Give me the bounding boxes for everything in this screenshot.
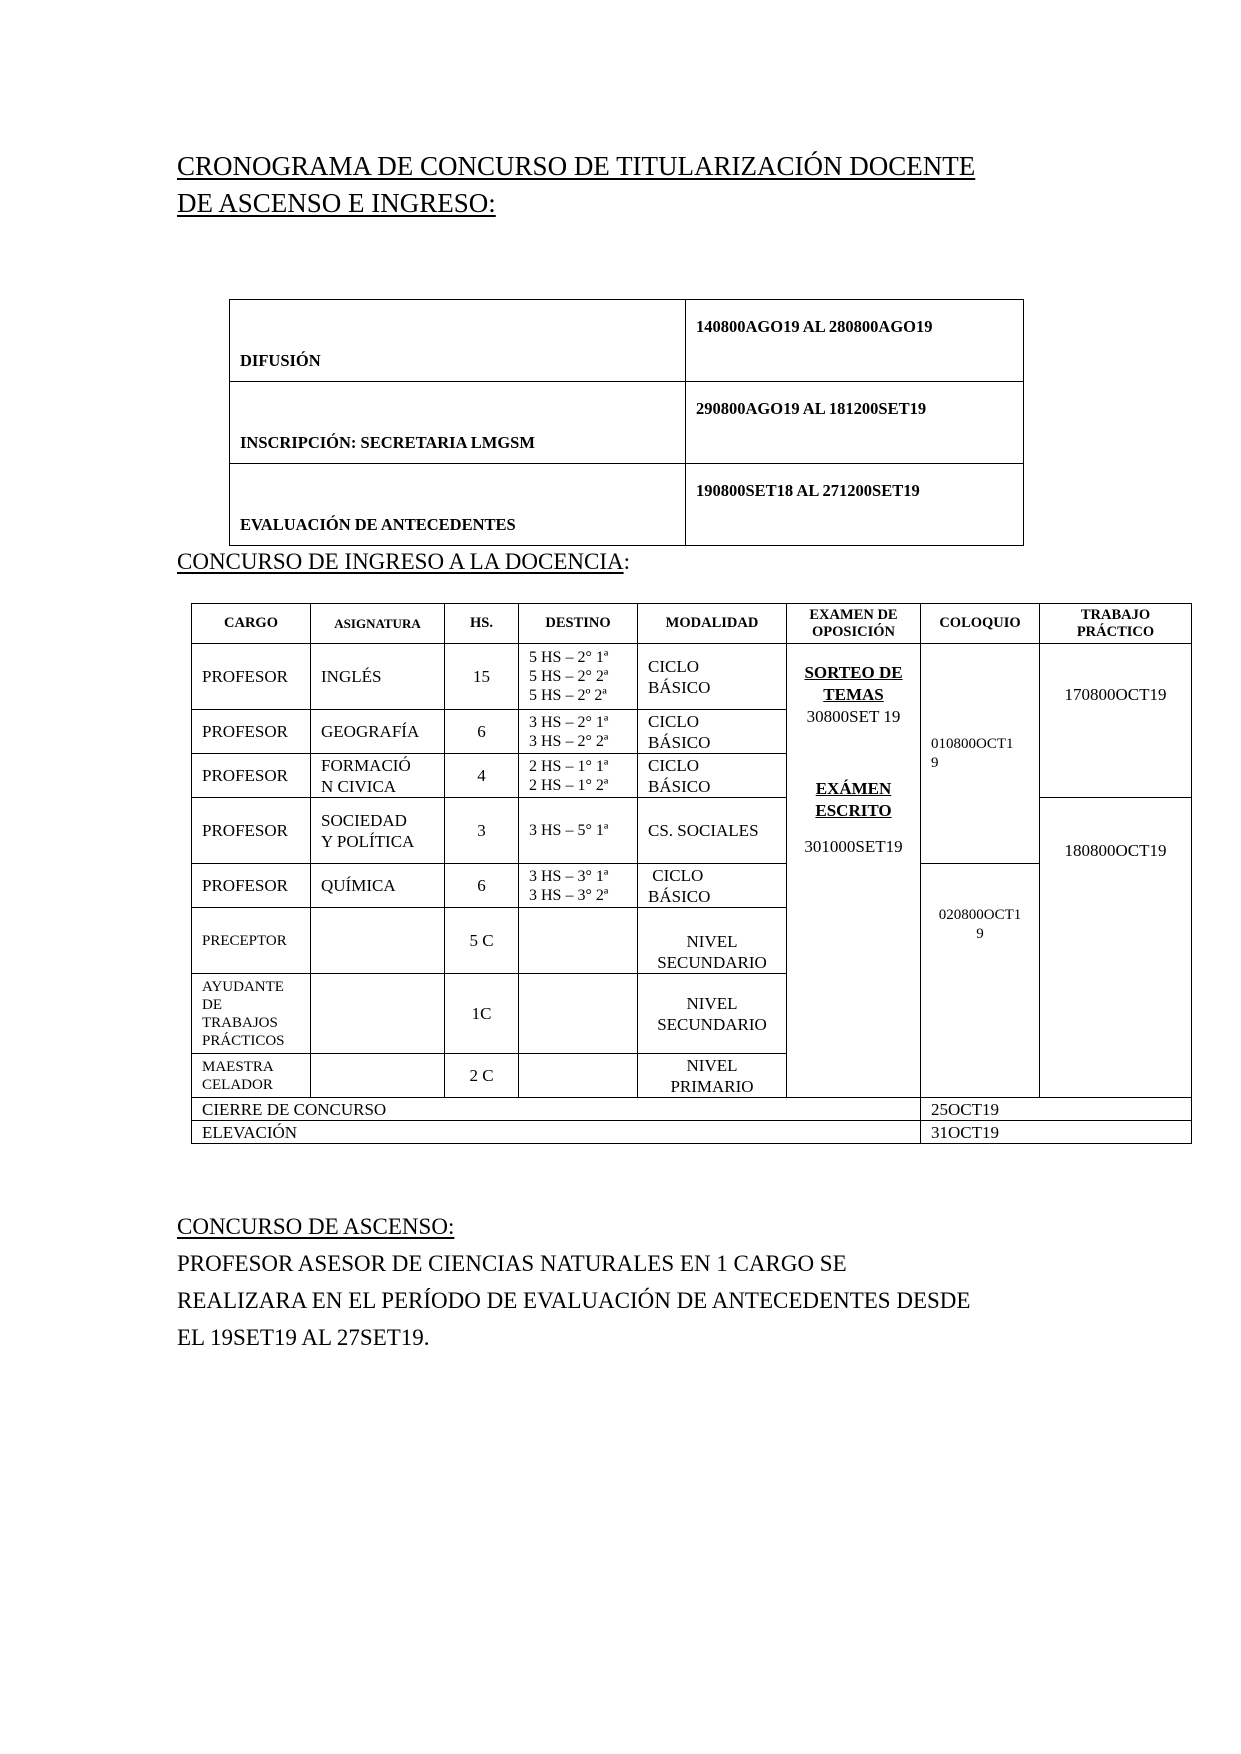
- cell-cargo: PROFESOR: [192, 864, 311, 908]
- title-line-2: DE ASCENSO E INGRESO:: [177, 188, 496, 218]
- schedule-dates: 290800AGO19 AL 181200SET19: [686, 382, 1024, 464]
- cell-destino: [519, 864, 638, 908]
- elevacion-label: ELEVACIÓN: [192, 1121, 921, 1144]
- asignatura-line: FORMACIÓ: [321, 755, 411, 775]
- schedule-label: EVALUACIÓN DE ANTECEDENTES: [230, 464, 686, 546]
- ascenso-line-2: REALIZARA EN EL PERÍODO DE EVALUACIÓN DE ANTECEDENTES DESDE: [177, 1288, 971, 1313]
- ascenso-heading: CONCURSO DE ASCENSO:: [177, 1214, 455, 1239]
- cell-modalidad: [638, 754, 787, 798]
- modalidad-line: NIVEL: [686, 932, 738, 951]
- modalidad-line: PRIMARIO: [670, 1076, 754, 1096]
- modalidad-line: BÁSICO: [648, 886, 711, 906]
- schedule-row: [230, 382, 1024, 464]
- schedule-row: [230, 464, 1024, 546]
- header-trabajo: [1040, 604, 1192, 644]
- cell-asignatura: QUÍMICA: [311, 864, 445, 908]
- header-trabajo-l1: TRABAJO: [1080, 606, 1151, 623]
- header-asignatura: ASIGNATURA: [311, 604, 445, 644]
- cell-hs: 4: [445, 754, 519, 798]
- header-coloquio: COLOQUIO: [921, 604, 1040, 644]
- cell-destino: [519, 644, 638, 710]
- modalidad-line: NIVEL: [686, 993, 738, 1013]
- modalidad-line: CICLO: [648, 711, 699, 731]
- cell-asignatura: [311, 754, 445, 798]
- coloquio-1-l1: 010800OCT1: [931, 735, 1014, 752]
- cell-asignatura: [311, 798, 445, 864]
- cell-destino: [519, 908, 638, 974]
- cell-destino: [519, 710, 638, 754]
- ingreso-table: [191, 603, 1192, 1144]
- cell-destino: [519, 974, 638, 1054]
- header-examen-l2: OPOSICIÓN: [812, 623, 895, 640]
- modalidad-line: SECUNDARIO: [657, 953, 767, 972]
- schedule-label: DIFUSIÓN: [230, 300, 686, 382]
- modalidad-line: CICLO: [648, 865, 704, 885]
- trabajo-2-fecha: 180800OCT19: [1064, 841, 1167, 860]
- schedule-dates: 140800AGO19 AL 280800AGO19: [686, 300, 1024, 382]
- cargo-line: AYUDANTE: [202, 978, 284, 995]
- header-modalidad: MODALIDAD: [638, 604, 787, 644]
- escrito-l1: EXÁMEN: [815, 779, 892, 798]
- cell-hs: 5 C: [445, 908, 519, 974]
- header-examen-l1: EXAMEN DE: [809, 606, 898, 623]
- cell-hs: 6: [445, 864, 519, 908]
- ascenso-line-1: PROFESOR ASESOR DE CIENCIAS NATURALES EN 1 CARGO SE: [177, 1251, 847, 1276]
- header-cargo: CARGO: [192, 604, 311, 644]
- destino-line: 5 HS – 2° 1ª: [529, 649, 609, 666]
- asignatura-line: SOCIEDAD: [321, 810, 407, 830]
- header-hs: HS.: [445, 604, 519, 644]
- cierre-label: CIERRE DE CONCURSO: [192, 1098, 921, 1121]
- cell-hs: 6: [445, 710, 519, 754]
- ingreso-heading: [177, 549, 630, 575]
- asignatura-line: N CIVICA: [321, 776, 397, 796]
- coloquio-2-l2: 9: [976, 926, 984, 942]
- cargo-line: DE: [202, 996, 222, 1013]
- destino-line: 3 HS – 2° 2ª: [529, 732, 609, 750]
- cell-asignatura: GEOGRAFÍA: [311, 710, 445, 754]
- table-row: [192, 644, 1192, 710]
- cell-destino: [519, 754, 638, 798]
- cell-modalidad: [638, 908, 787, 974]
- ascenso-line-3: EL 19SET19 AL 27SET19.: [177, 1325, 430, 1350]
- sorteo-l2: TEMAS: [823, 685, 884, 704]
- cell-hs: 3: [445, 798, 519, 864]
- cell-cargo: PRECEPTOR: [192, 908, 311, 974]
- sorteo-fecha: 30800SET 19: [806, 707, 901, 726]
- cargo-line: TRABAJOS: [202, 1014, 278, 1031]
- cell-cargo: PROFESOR: [192, 644, 311, 710]
- destino-line: 2 HS – 1° 2ª: [529, 776, 609, 794]
- cargo-line: PRÁCTICOS: [202, 1032, 285, 1049]
- cell-coloquio-1: [921, 644, 1040, 864]
- cell-asignatura: [311, 908, 445, 974]
- schedule-dates: 190800SET18 AL 271200SET19: [686, 464, 1024, 546]
- header-destino: DESTINO: [519, 604, 638, 644]
- asignatura-line: Y POLÍTICA: [321, 831, 415, 851]
- cell-hs: 2 C: [445, 1054, 519, 1098]
- destino-line: 5 HS – 2º 2ª: [529, 687, 607, 704]
- escrito-fecha: 301000SET19: [804, 837, 903, 856]
- coloquio-2-l1: 020800OCT1: [938, 907, 1022, 923]
- elevacion-row: [192, 1121, 1192, 1144]
- cargo-line: CELADOR: [202, 1076, 273, 1093]
- schedule-label: INSCRIPCIÓN: SECRETARIA LMGSM: [230, 382, 686, 464]
- modalidad-line: NIVEL: [686, 1055, 738, 1075]
- modalidad-line: BÁSICO: [648, 677, 711, 697]
- cell-modalidad: [638, 864, 787, 908]
- cell-asignatura: INGLÉS: [311, 644, 445, 710]
- cell-cargo: PROFESOR: [192, 710, 311, 754]
- cell-trabajo-1: 170800OCT19: [1040, 644, 1192, 798]
- sorteo-l1: SORTEO DE: [804, 663, 903, 682]
- cell-cargo: [192, 974, 311, 1054]
- header-row: [192, 604, 1192, 644]
- cell-cargo: [192, 1054, 311, 1098]
- cierre-row: [192, 1098, 1192, 1121]
- destino-line: 3 HS – 3° 2ª: [529, 886, 609, 904]
- cell-destino: 3 HS – 5° 1ª: [519, 798, 638, 864]
- schedule-row: [230, 300, 1024, 382]
- modalidad-line: CICLO: [648, 656, 699, 676]
- ascenso-section: [177, 1208, 970, 1356]
- cell-modalidad: [638, 1054, 787, 1098]
- destino-line: 2 HS – 1° 1ª: [529, 757, 609, 775]
- modalidad-line: SECUNDARIO: [657, 1014, 767, 1034]
- header-trabajo-l2: PRÁCTICO: [1076, 623, 1155, 640]
- document-title: [177, 148, 975, 222]
- cell-cargo: PROFESOR: [192, 798, 311, 864]
- destino-line: 3 HS – 2° 1ª: [529, 713, 609, 731]
- title-line-1: CRONOGRAMA DE CONCURSO DE TITULARIZACIÓN DOCENTE: [177, 151, 976, 181]
- cell-examen: [787, 644, 921, 1098]
- table-row: [192, 798, 1192, 864]
- schedule-table: [229, 299, 1024, 546]
- exam-block: [797, 644, 910, 858]
- cell-hs: 15: [445, 644, 519, 710]
- elevacion-date: 31OCT19: [921, 1121, 1192, 1144]
- coloquio-1-l2: 9: [931, 754, 939, 771]
- escrito-l2: ESCRITO: [815, 801, 892, 820]
- modalidad-line: BÁSICO: [648, 732, 711, 752]
- cell-asignatura: [311, 1054, 445, 1098]
- cell-coloquio-2: [921, 864, 1040, 1098]
- cell-trabajo-2: [1040, 798, 1192, 1098]
- ingreso-heading-colon: :: [623, 549, 631, 574]
- cell-cargo: PROFESOR: [192, 754, 311, 798]
- cargo-line: MAESTRA: [202, 1058, 274, 1075]
- cierre-date: 25OCT19: [921, 1098, 1192, 1121]
- cell-modalidad: [638, 644, 787, 710]
- header-examen: [787, 604, 921, 644]
- destino-line: 3 HS – 3° 1ª: [529, 867, 609, 885]
- cell-modalidad: [638, 710, 787, 754]
- cell-hs: 1C: [445, 974, 519, 1054]
- modalidad-line: CICLO: [648, 755, 699, 775]
- cell-modalidad: [638, 974, 787, 1054]
- destino-line: 5 HS – 2° 2ª: [529, 668, 609, 685]
- modalidad-line: BÁSICO: [648, 776, 711, 796]
- cell-modalidad: CS. SOCIALES: [638, 798, 787, 864]
- cell-destino: [519, 1054, 638, 1098]
- cell-asignatura: [311, 974, 445, 1054]
- ingreso-heading-text: CONCURSO DE INGRESO A LA DOCENCIA: [177, 549, 624, 574]
